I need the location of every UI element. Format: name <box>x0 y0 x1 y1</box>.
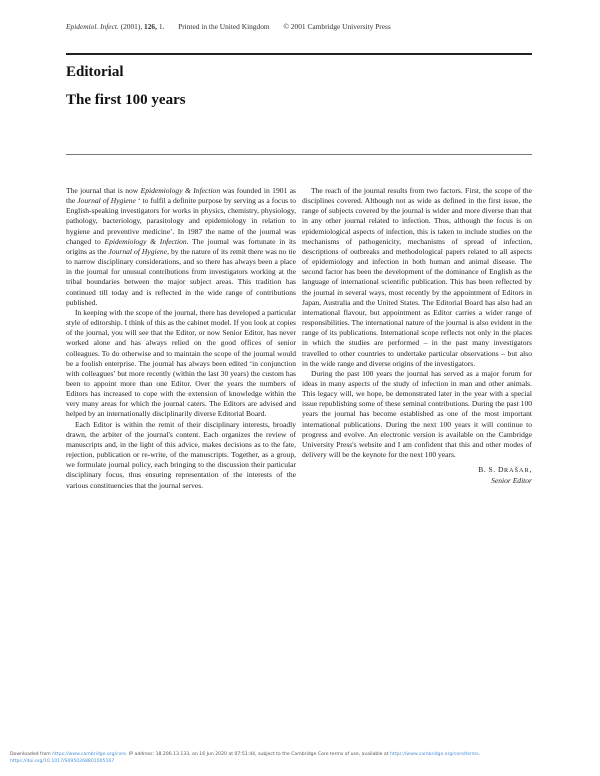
journal-name-italic: Journal of Hygiene <box>77 196 136 206</box>
left-column <box>66 186 296 491</box>
journal-abbrev: Epidemiol. Infect. <box>66 22 119 31</box>
top-divider <box>66 53 532 55</box>
article-title: The first 100 years <box>66 92 186 108</box>
doi-link[interactable]: https://doi.org/10.1017/S0950268801005167 <box>10 759 115 764</box>
right-column <box>302 186 532 486</box>
paragraph: The reach of the journal results from two factors. First, the scope of the disciplines covered. Although not as wide as defined in the first issue, the range of subjects covered by the journal is wider and more diverse than that in any other journal related to infection. Thus, although the focus is on epidemiological aspects of infection, this is taken to include studies on the mechanisms of pathogenicity, mechanisms of spread of infection, descriptions of outbreaks and methodological papers related to all aspects of epidemiology and infection in both human and animal disease. The second factor has been the development of the dominance of English as the language of international scientific publication. This has been reflected by the journal in several ways, most recently by the appointment of Editors in Japan, Australia and the United States. The Editorial Board has also had an international flavour, but appointment as Editor carries a wider range of responsibilities. The international nature of the journal is also evident in the range of its publications. International scope reflects not only in the places in which the studies are performed – in the past many investigators travelled to other countries to undertake particular observations – but also in the wide range and diverse origins of the investigators. <box>302 186 532 368</box>
paragraph: In keeping with the scope of the journal, there has developed a particular style of editorship. I think of this as the cabinet model. If you look at copies of the journal, you will see that the Editor, or now Senior Editor, has never worked alone and has always relied on the good offices of senior colleagues. To do otherwise and to maintain the scope of the journal would be a foolish enterprise. The journal has always been edited ‘in conjunction with colleagues’ but more recently (within the last 30 years) the custom has been to appoint more than one Editor. Over the years the numbers of Editors has increased to cope with the extension of knowledge within the very many areas for which the journal caters. The Editors are advised and helped by an internationally disciplinarily diverse Editorial Board. <box>66 307 296 419</box>
signature <box>302 465 532 486</box>
author-role: Senior Editor <box>491 476 532 486</box>
downloaded-text: Downloaded from <box>10 752 53 757</box>
printed-location: Printed in the United Kingdom <box>178 22 270 31</box>
title-divider <box>66 154 532 155</box>
paragraph: Each Editor is within the remit of their disciplinary interests, broadly drawn, the arbiter of the journal's content. Each organizes the review of manuscripts and, in the light of this advice, makes decisions as to the fate, rejection, publication or re-write, of the manuscripts. Together, as a group, we formulate journal policy, each bringing to the discussion their particular disciplinary focus, thus ensuring representation of the interests of the various constituencies that the journal serves. <box>66 419 296 490</box>
section-label: Editorial <box>66 64 124 80</box>
running-head <box>66 22 536 31</box>
journal-volume: 126, <box>144 22 157 31</box>
journal-name-italic: Epidemiology & Infection <box>140 186 221 195</box>
download-footer: Downloaded from https://www.cambridge.org/core. IP address: 18.206.13.133, on 16 Jun 2020 at 07:51:44, subject to the Cambridge Core terms of use, available at https://www.cambridge.org/core/terms. https://doi.org/10.1017/S0950268801005167 <box>10 752 481 764</box>
core-link[interactable]: https://www.cambridge.org/core <box>52 752 127 757</box>
journal-page: 1. <box>158 22 165 31</box>
journal-year: (2001), <box>120 22 143 31</box>
paragraph: The journal that is now Epidemiology & Infection was founded in 1901 as the Journal of Hygiene ‘ to fulfil a definite purpose by serving as a focus to English-speaking investigators for works in physics, chemistry, physiology, pathology, bacteriology, parasitology and epidemiology in relation to hygiene and preventive medicine’. In 1987 the name of the journal was changed to Epidemiology & Infection. The journal was fortunate in its origins as the Journal of Hygiene, by the nature of its remit there was no tie to narrow disciplinary considerations, and so there has always been a place in the journal for unusual contributions from investigators working at the tribal boundaries between the major subject areas. This tradition has continued till today and is reflected in the wide range of contributions published. <box>66 186 297 307</box>
copyright-notice: © 2001 Cambridge University Press <box>283 22 391 31</box>
paragraph: During the past 100 years the journal has served as a major forum for ideas in many aspects of the study of infection in man and other animals. This legacy will, we hope, be demonstrated later in the year with a special issue republishing some of these seminal contributions. During the past 100 years the journal has become established as one of the most important international publications. During the next 100 years it will continue to progress and evolve. An electronic version is available on the Cambridge University Press's website and I am confident that this and other modes of delivery will be the keynote for the next 100 years. <box>302 368 532 460</box>
terms-link[interactable]: https://www.cambridge.org/core/terms <box>389 752 479 757</box>
journal-name-italic: Journal of Hygiene <box>108 246 168 256</box>
journal-name-italic: Epidemiology & Infection. <box>104 236 189 246</box>
author-name: B. S. DRAŠAR, <box>478 465 532 475</box>
ip-text: . IP address: 18.206.13.133, on 16 Jun 2020 at 07:51:44, subject to the Cambridge Core terms of use, available at <box>126 752 390 757</box>
